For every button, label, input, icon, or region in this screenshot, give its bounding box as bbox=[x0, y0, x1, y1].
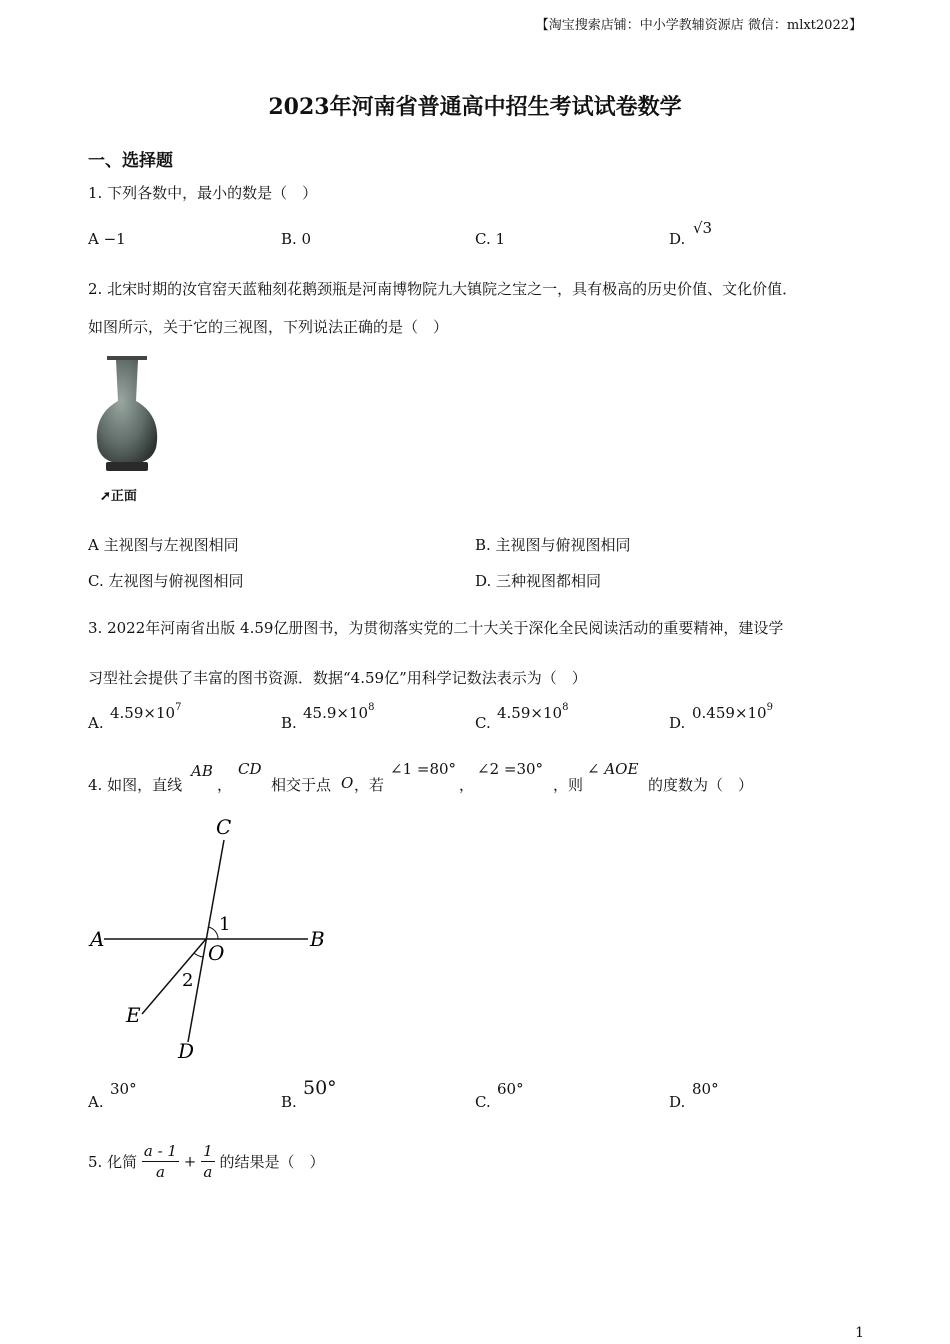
q4-line-cd: CD bbox=[238, 760, 262, 778]
q3-option-b-expr: $45.9\times 10^8$ bbox=[303, 702, 375, 722]
q4-option-a-value: 30° bbox=[110, 1080, 137, 1098]
q2-stem-line1: 2. 北宋时期的汝官窑天蓝釉刻花鹅颈瓶是河南博物院九大镇院之宝之一，具有极高的历史价值、文化价值． bbox=[88, 280, 798, 298]
q5-expression: 5. 化简 $\frac{a - 1}{a}$ + $\frac{1}{a}$ 的结果是（ ） bbox=[88, 1142, 325, 1181]
q3-option-d-label: D. bbox=[669, 714, 686, 732]
q3-option-a-expr: $4.59\times 10^7$ bbox=[110, 702, 182, 722]
angle-2-arc bbox=[194, 953, 203, 957]
q4-angle-aoe: ∠ AOE bbox=[587, 760, 639, 778]
q1-option-c: C. 1 bbox=[475, 230, 506, 248]
q2-option-c: C. 左视图与俯视图相同 bbox=[88, 572, 244, 590]
q2-option-a: A 主视图与左视图相同 bbox=[88, 536, 239, 554]
q1-option-a: A −1 bbox=[88, 230, 126, 248]
label-b: B bbox=[310, 927, 325, 951]
q4-option-c-value: 60° bbox=[497, 1080, 524, 1098]
page-title: 2023年河南省普通高中招生考试试卷数学 bbox=[268, 94, 682, 120]
q3-option-b-label: B. bbox=[281, 714, 297, 732]
q2-option-b: B. 主视图与俯视图相同 bbox=[475, 536, 631, 554]
label-angle-1: 1 bbox=[219, 914, 231, 935]
label-e: E bbox=[126, 1003, 141, 1027]
q4-option-b-label: B. bbox=[281, 1093, 297, 1111]
q3-stem-line2: 习型社会提供了丰富的图书资源．数据“4.59亿”用科学记数法表示为（ ） bbox=[88, 669, 587, 687]
vase-front-label: ➚正面 bbox=[100, 489, 137, 504]
header-note: 【淘宝搜索店铺：中小学教辅资源店 微信：mlxt2022】 bbox=[535, 18, 862, 33]
label-a: A bbox=[90, 927, 105, 951]
q4-option-a-label: A. bbox=[88, 1093, 104, 1111]
q4-point-o: O bbox=[341, 774, 354, 792]
intersecting-lines-figure bbox=[82, 812, 342, 1067]
q4-angle-2: ∠2 =30° bbox=[477, 760, 544, 778]
q2-option-d: D. 三种视图都相同 bbox=[475, 572, 602, 590]
q4-comma-2: ， bbox=[459, 776, 475, 794]
q4-stem-c: ，若 bbox=[354, 776, 385, 794]
q3-option-c-expr: $4.59\times 10^8$ bbox=[497, 702, 569, 722]
q3-option-c-label: C. bbox=[475, 714, 491, 732]
label-c: C bbox=[216, 815, 232, 839]
arrow-up-icon: ➚ bbox=[100, 489, 111, 504]
label-d: D bbox=[178, 1039, 195, 1063]
label-o: O bbox=[208, 941, 225, 965]
q5-fraction-2: $\frac{1}{a}$ bbox=[203, 1142, 213, 1181]
q4-angle-1: ∠1 =80° bbox=[390, 760, 457, 778]
vase-image bbox=[92, 356, 162, 476]
page-number: 1 bbox=[855, 1325, 864, 1341]
q4-stem-e: 的度数为（ ） bbox=[648, 776, 754, 794]
q4-option-d-value: 80° bbox=[692, 1080, 719, 1098]
ray-oe bbox=[142, 939, 206, 1014]
label-angle-2: 2 bbox=[182, 970, 194, 991]
q4-option-c-label: C. bbox=[475, 1093, 491, 1111]
q4-stem-b: 相交于点 bbox=[271, 776, 332, 794]
q1-option-b: B. 0 bbox=[281, 230, 312, 248]
q4-comma-1: ， bbox=[217, 776, 233, 794]
q5-fraction-1: $\frac{a - 1}{a}$ bbox=[143, 1142, 177, 1181]
q4-stem-a: 4. 如图，直线 bbox=[88, 776, 183, 794]
q1-stem: 1. 下列各数中，最小的数是（ ） bbox=[88, 184, 318, 202]
q3-option-a-label: A. bbox=[88, 714, 104, 732]
q4-option-b-value: 50° bbox=[303, 1077, 337, 1099]
q3-option-d-expr: $0.459\times 10^9$ bbox=[692, 702, 773, 722]
q2-stem-line2: 如图所示，关于它的三视图，下列说法正确的是（ ） bbox=[88, 318, 449, 336]
q4-stem-d: ，则 bbox=[553, 776, 584, 794]
q4-line-ab: AB bbox=[191, 762, 213, 780]
angle-1-arc bbox=[208, 927, 218, 939]
section-heading: 一、选择题 bbox=[88, 151, 173, 171]
q1-option-d-expr: √3 bbox=[693, 219, 713, 237]
q3-stem-line1: 3. 2022年河南省出版 4.59亿册图书，为贯彻落实党的二十大关于深化全民阅读活动的重要精神，建设学 bbox=[88, 619, 784, 637]
q4-option-d-label: D. bbox=[669, 1093, 686, 1111]
q1-option-d: D. bbox=[669, 230, 686, 248]
